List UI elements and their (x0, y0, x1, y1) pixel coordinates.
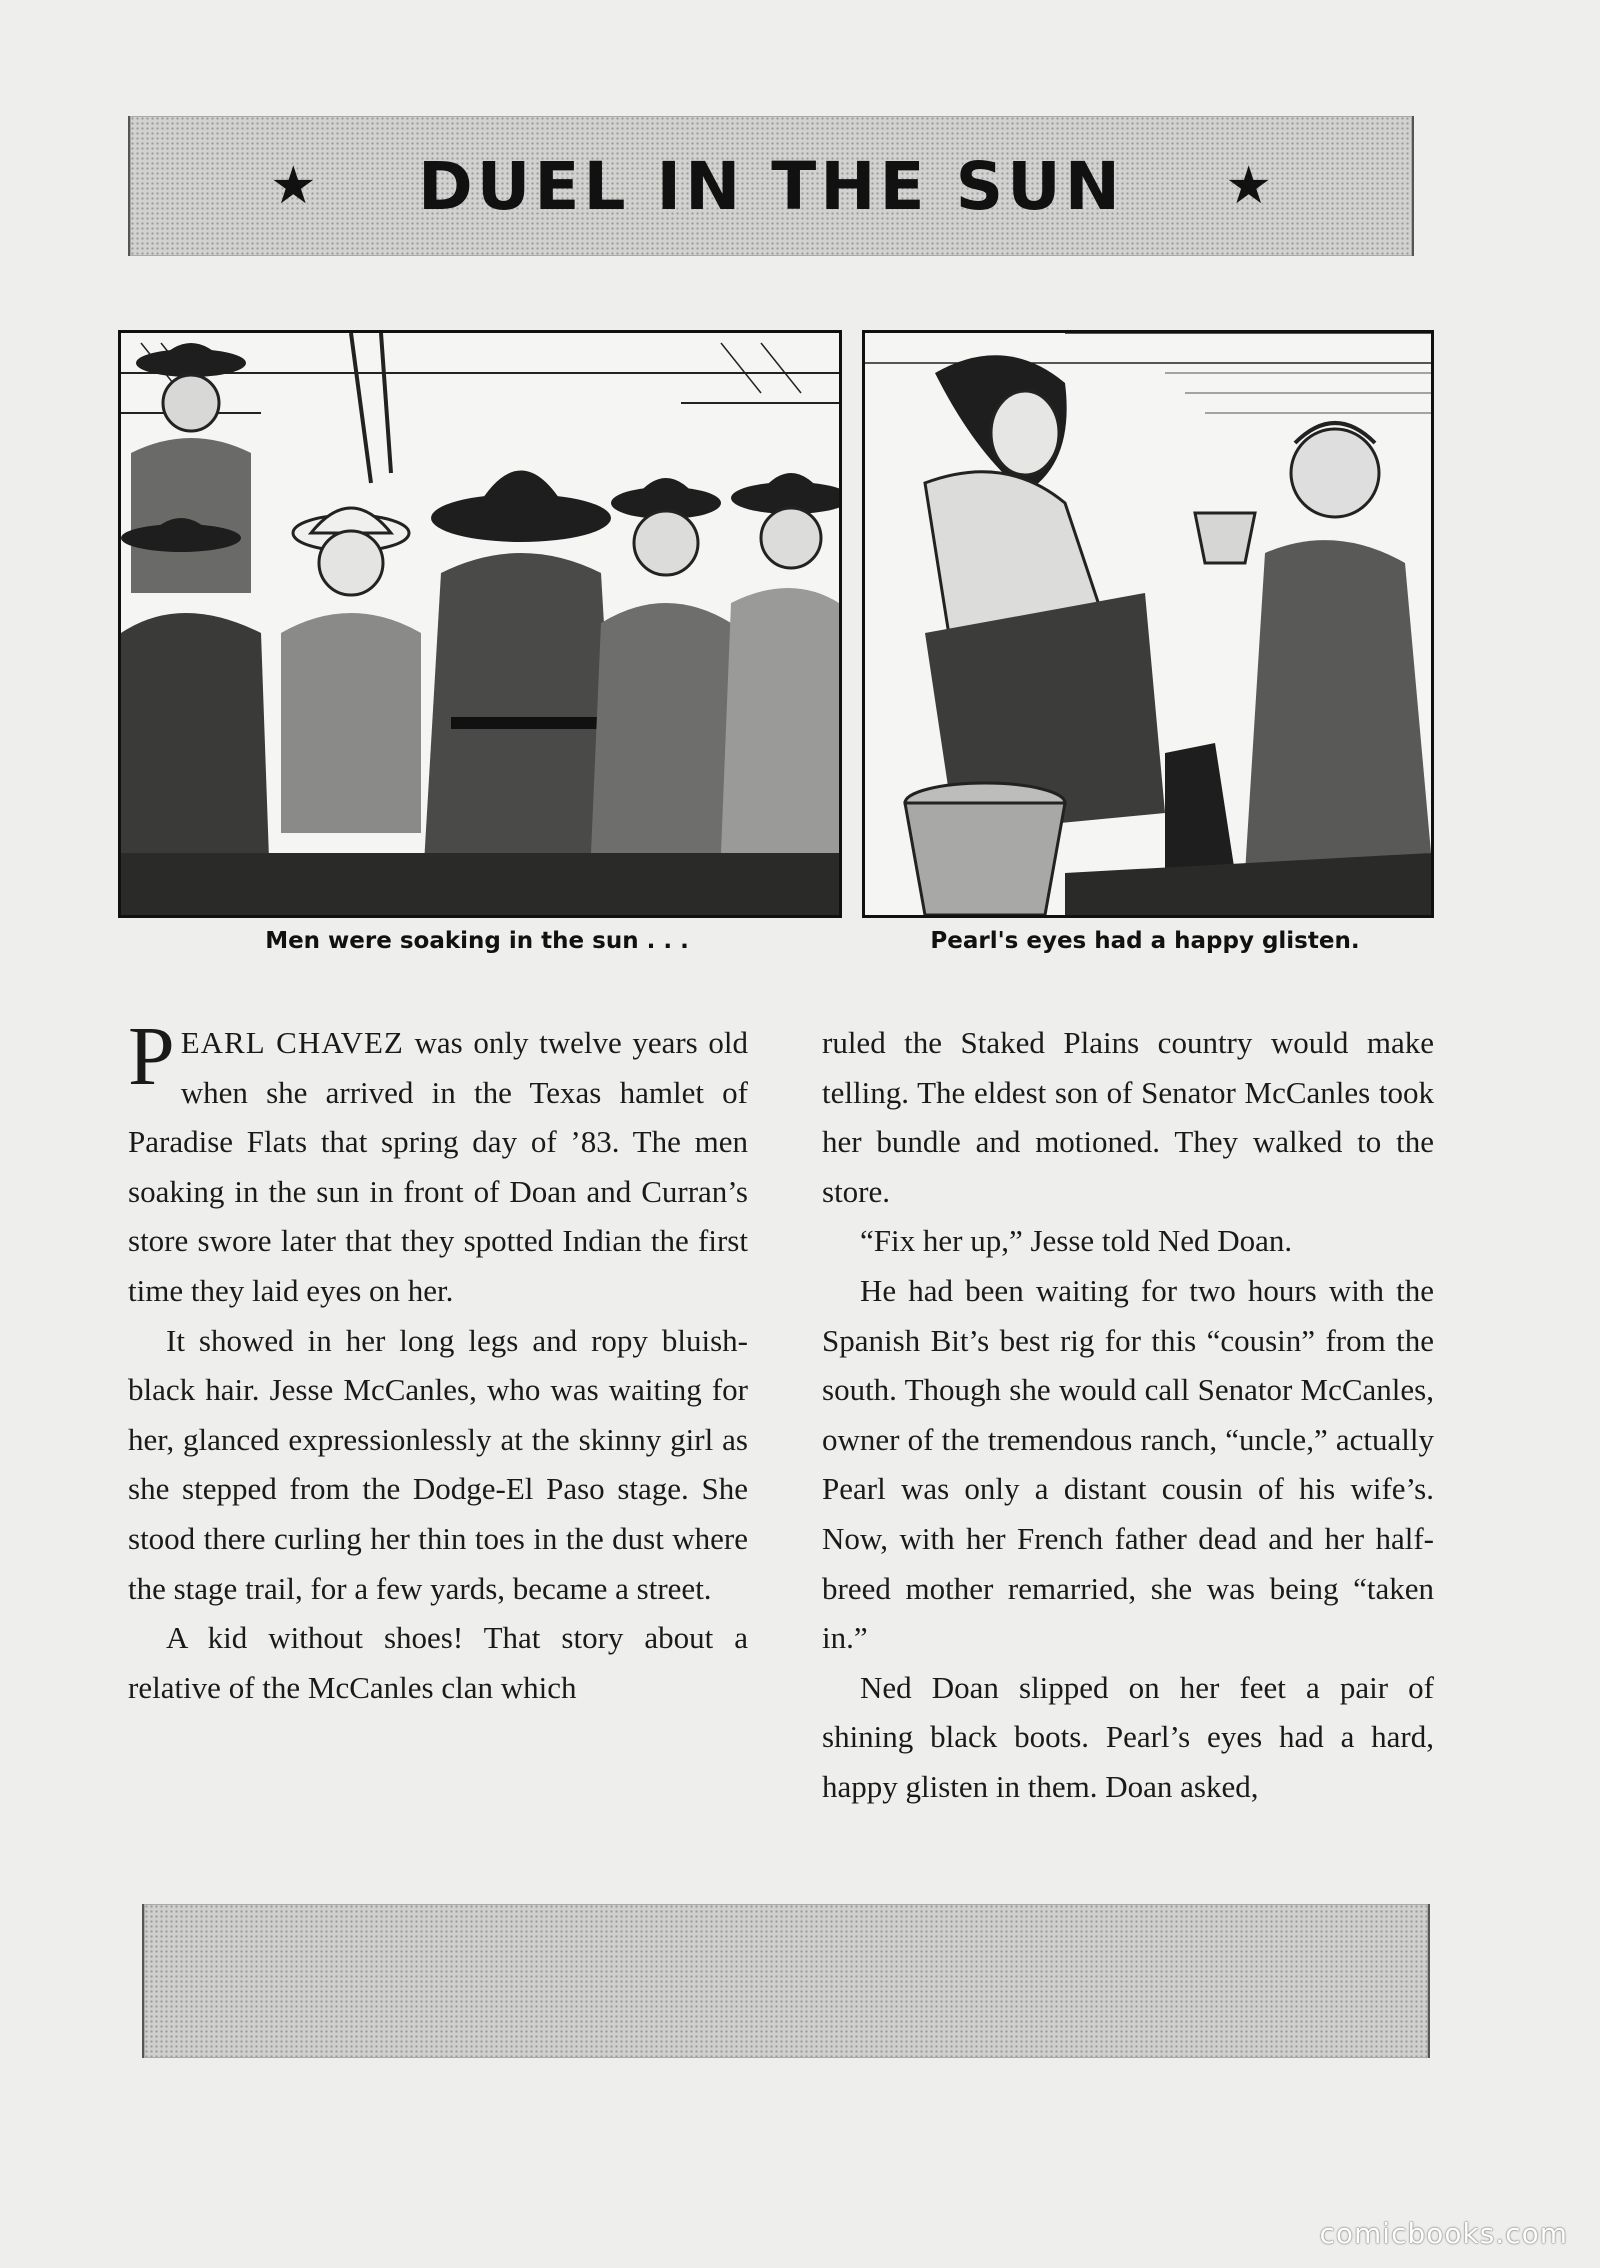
paragraph-1 (128, 1010, 748, 1316)
pearl-sketch-image (865, 333, 1431, 915)
star-left-icon: ★ (270, 156, 317, 216)
paragraph-3: A kid without shoes! That story about a relative of the McCanles clan which (128, 1620, 748, 1705)
paragraph-7: Ned Doan slipped on her feet a pair of shining black boots. Pearl’s eyes had a hard, happy glisten in them. Doan asked, (822, 1669, 1434, 1804)
article-column-left (128, 1010, 748, 1712)
star-right-icon: ★ (1225, 156, 1272, 216)
paragraph-1-text: was only twelve years old when she arrived in the Texas hamlet of Paradise Flats that spring day of ’83. The men soaking in the sun in front of Doan and Curran’s store swore later that they spotted Indian the first time they laid eyes on her. (128, 1025, 748, 1308)
men-sketch-image (121, 333, 839, 915)
caption-right: Pearl's eyes had a happy glisten. (930, 928, 1360, 954)
title-banner (128, 116, 1414, 256)
page-title: DUEL IN THE SUN (418, 147, 1124, 225)
illustration-pearl-boots (862, 330, 1434, 918)
lead-words: EARL CHAVEZ (180, 1025, 404, 1060)
paragraph-5: “Fix her up,” Jesse told Ned Doan. (860, 1223, 1293, 1259)
paragraph-6: He had been waiting for two hours with the Spanish Bit’s best rig for this “cousin” from the south. Though she would call Senator McCanles, owner of the tremendous ranch, “uncle,” actually Pearl was only a distant cousin of his wife’s. Now, with her French father dead and her half-breed mother remarried, she was being “taken in.” (822, 1272, 1434, 1656)
paragraph-2: It showed in her long legs and ropy bluish-black hair. Jesse McCanles, who was waiting for her, glanced expressionlessly at the skinny girl as she stepped from the Dodge-El Paso stage. She stood there curling her thin toes in the dust where the stage trail, for a few yards, became a street. (128, 1322, 748, 1606)
paragraph-4: ruled the Staked Plains country would make telling. The eldest son of Senator McCanles took her bundle and motioned. They walked to the store. (822, 1025, 1434, 1209)
footer-banner (142, 1904, 1430, 2058)
caption-left: Men were soaking in the sun . . . (265, 928, 689, 954)
watermark: comicbooks.com (1319, 2217, 1568, 2250)
article-column-right (822, 1018, 1434, 1812)
drop-cap: P (128, 1010, 175, 1103)
illustration-men-in-sun (118, 330, 842, 918)
